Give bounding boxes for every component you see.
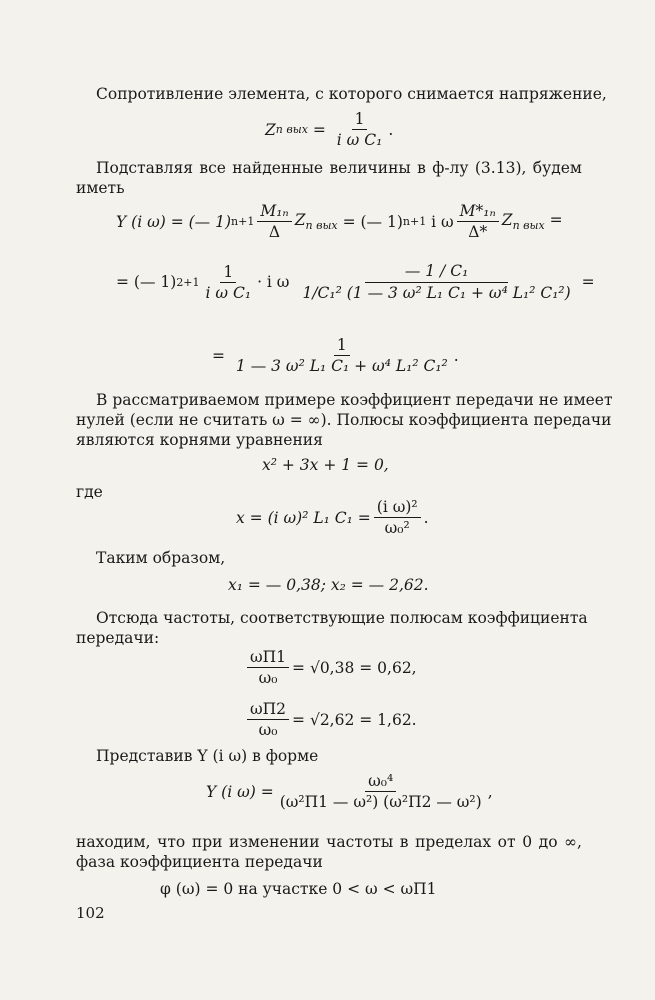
- y1-z: $Z_{п вых}$: [294, 210, 338, 233]
- w2-numerator: ωП2: [247, 700, 289, 720]
- formula-x-def: x = (i ω)² L₁ C₁ = $\frac{\text{(i ω)²}}{\text{ω₀²}}$ .: [236, 498, 429, 537]
- paragraph-freq-l1: Отсюда частоты, соответствующие полюсам коэффициента: [96, 609, 588, 627]
- y2-big-fraction: [299, 262, 573, 302]
- w2-rhs: = √2,62 = 1,62.: [292, 710, 417, 729]
- y2-lhs: = (— 1): [116, 273, 177, 291]
- formula-y-form: Y (i ω) = $\frac{\text{ω₀⁴}}{\text{(ω²П1 — ω²) (ω²П2 — ω²)}}$ ,: [206, 772, 493, 811]
- page-number: 102: [76, 904, 105, 922]
- yform-denominator: (ω²П1 — ω²) (ω²П2 — ω²): [279, 793, 482, 811]
- y1-denominator2: Δ*: [468, 223, 488, 241]
- z-denominator: i ω C₁: [336, 131, 383, 149]
- y2-fraction1: [203, 263, 255, 302]
- text-where: где: [76, 483, 103, 501]
- formula-omega2: [244, 700, 417, 739]
- yform-numerator: ω₀⁴: [365, 772, 396, 792]
- y3-denominator: 1 — 3 ω² L₁ C₁ + ω⁴ L₁² C₁²: [235, 357, 448, 375]
- formula-y-line1: Y (i ω) = (— 1) n+1 $\frac{\text{M₁ₙ}}{\Delta}$ $Z_{п вых}$ = (— 1) n+1 i ω $\frac{\text{M*₁ₙ}}{\Delta*}$ $Z_{п вых}$ =: [116, 202, 563, 241]
- z-symbol: Z: [265, 120, 276, 139]
- paragraph-phase-l2: фаза коэффициента передачи: [76, 853, 323, 871]
- w2-fraction: [247, 700, 289, 739]
- text-thus: Таким образом,: [96, 549, 226, 567]
- z-numerator: 1: [352, 110, 368, 130]
- paragraph-zeros-l1: В рассматриваемом примере коэффициент передачи не имеет: [96, 391, 613, 409]
- x-denominator: ω₀²: [384, 519, 410, 537]
- w2-denominator: ω₀: [258, 721, 278, 739]
- w1-fraction: [247, 648, 289, 687]
- y1-mid: = (— 1): [342, 212, 403, 231]
- y3-numerator: 1: [334, 336, 350, 356]
- y1-mid2: i ω: [431, 212, 454, 231]
- y2-big-denominator: 1/C₁² (1 — 3 ω² L₁ C₁ + ω⁴ L₁² C₁²): [302, 284, 571, 302]
- paragraph-substitute-l2: иметь: [76, 179, 125, 197]
- w1-rhs: = √0,38 = 0,62,: [292, 658, 417, 677]
- z-subscript: п вых: [275, 123, 308, 136]
- x-lhs: x = (i ω)² L₁ C₁ =: [236, 508, 371, 527]
- y2-f1-denominator: i ω C₁: [205, 283, 252, 302]
- z-fraction: [334, 110, 386, 149]
- y1-lhs: Y (i ω) = (— 1): [116, 212, 232, 231]
- x-fraction: [374, 498, 421, 537]
- paragraph-resistance: Сопротивление элемента, с которого снимается напряжение,: [96, 85, 607, 103]
- y3-fraction: [233, 336, 451, 375]
- yform-fraction: [277, 772, 485, 811]
- paragraph-zeros-l2: нулей (если не считать ω = ∞). Полюсы коэффициента передачи: [76, 411, 612, 429]
- paragraph-freq-l2: передачи:: [76, 629, 160, 647]
- formula-quadratic: x² + 3x + 1 = 0,: [262, 456, 389, 474]
- formula-z-out: Z п вых = $\frac{1}{\text{i ω C₁}}$ .: [265, 110, 394, 149]
- paragraph-represent: Представив Y (i ω) в форме: [96, 747, 319, 765]
- yform-lhs: Y (i ω) =: [206, 782, 274, 801]
- w1-numerator: ωП1: [247, 648, 289, 668]
- w1-denominator: ω₀: [258, 669, 278, 687]
- y1-denominator: Δ: [268, 223, 281, 241]
- paragraph-zeros-l3: являются корнями уравнения: [76, 431, 323, 449]
- y1-mid-exponent: n+1: [402, 215, 427, 228]
- paragraph-substitute-l1: Подставляя все найденные величины в ф-лу (3.13), будем: [96, 159, 582, 177]
- y1-fraction2: [457, 202, 499, 241]
- formula-y-line3: = $\frac{1}{\text{1 — 3 ω² L₁ C₁ + ω⁴ L₁² C₁²}}$ .: [212, 336, 459, 375]
- y1-exponent: n+1: [231, 215, 255, 228]
- x-numerator: (i ω)²: [374, 498, 421, 518]
- y2-exponent: 2+1: [176, 275, 200, 289]
- paragraph-phase-l1: находим, что при изменении частоты в пределах от 0 до ∞,: [76, 833, 582, 851]
- formula-roots: x₁ = — 0,38; x₂ = — 2,62.: [228, 576, 429, 594]
- y1-numerator2: M*₁ₙ: [457, 202, 499, 222]
- y1-fraction: [257, 202, 291, 241]
- formula-phi: φ (ω) = 0 на участке 0 < ω < ωП1: [160, 880, 437, 898]
- y2-f1-numerator: 1: [220, 263, 236, 283]
- formula-omega1: [244, 648, 417, 687]
- y1-numerator: M₁ₙ: [257, 202, 291, 222]
- formula-y-line2: = (— 1) 2+1 $\frac{1}{\text{i ω C₁}}$ · i ω $\frac{\text{— 1 / C₁}}{\text{1/C₁² (1 — 3 ω² L₁ C₁ + ω⁴ L₁² C₁²)}}$ =: [116, 262, 595, 302]
- y2-dot: · i ω: [257, 273, 290, 291]
- y2-big-numerator: — 1 / C₁: [365, 262, 508, 283]
